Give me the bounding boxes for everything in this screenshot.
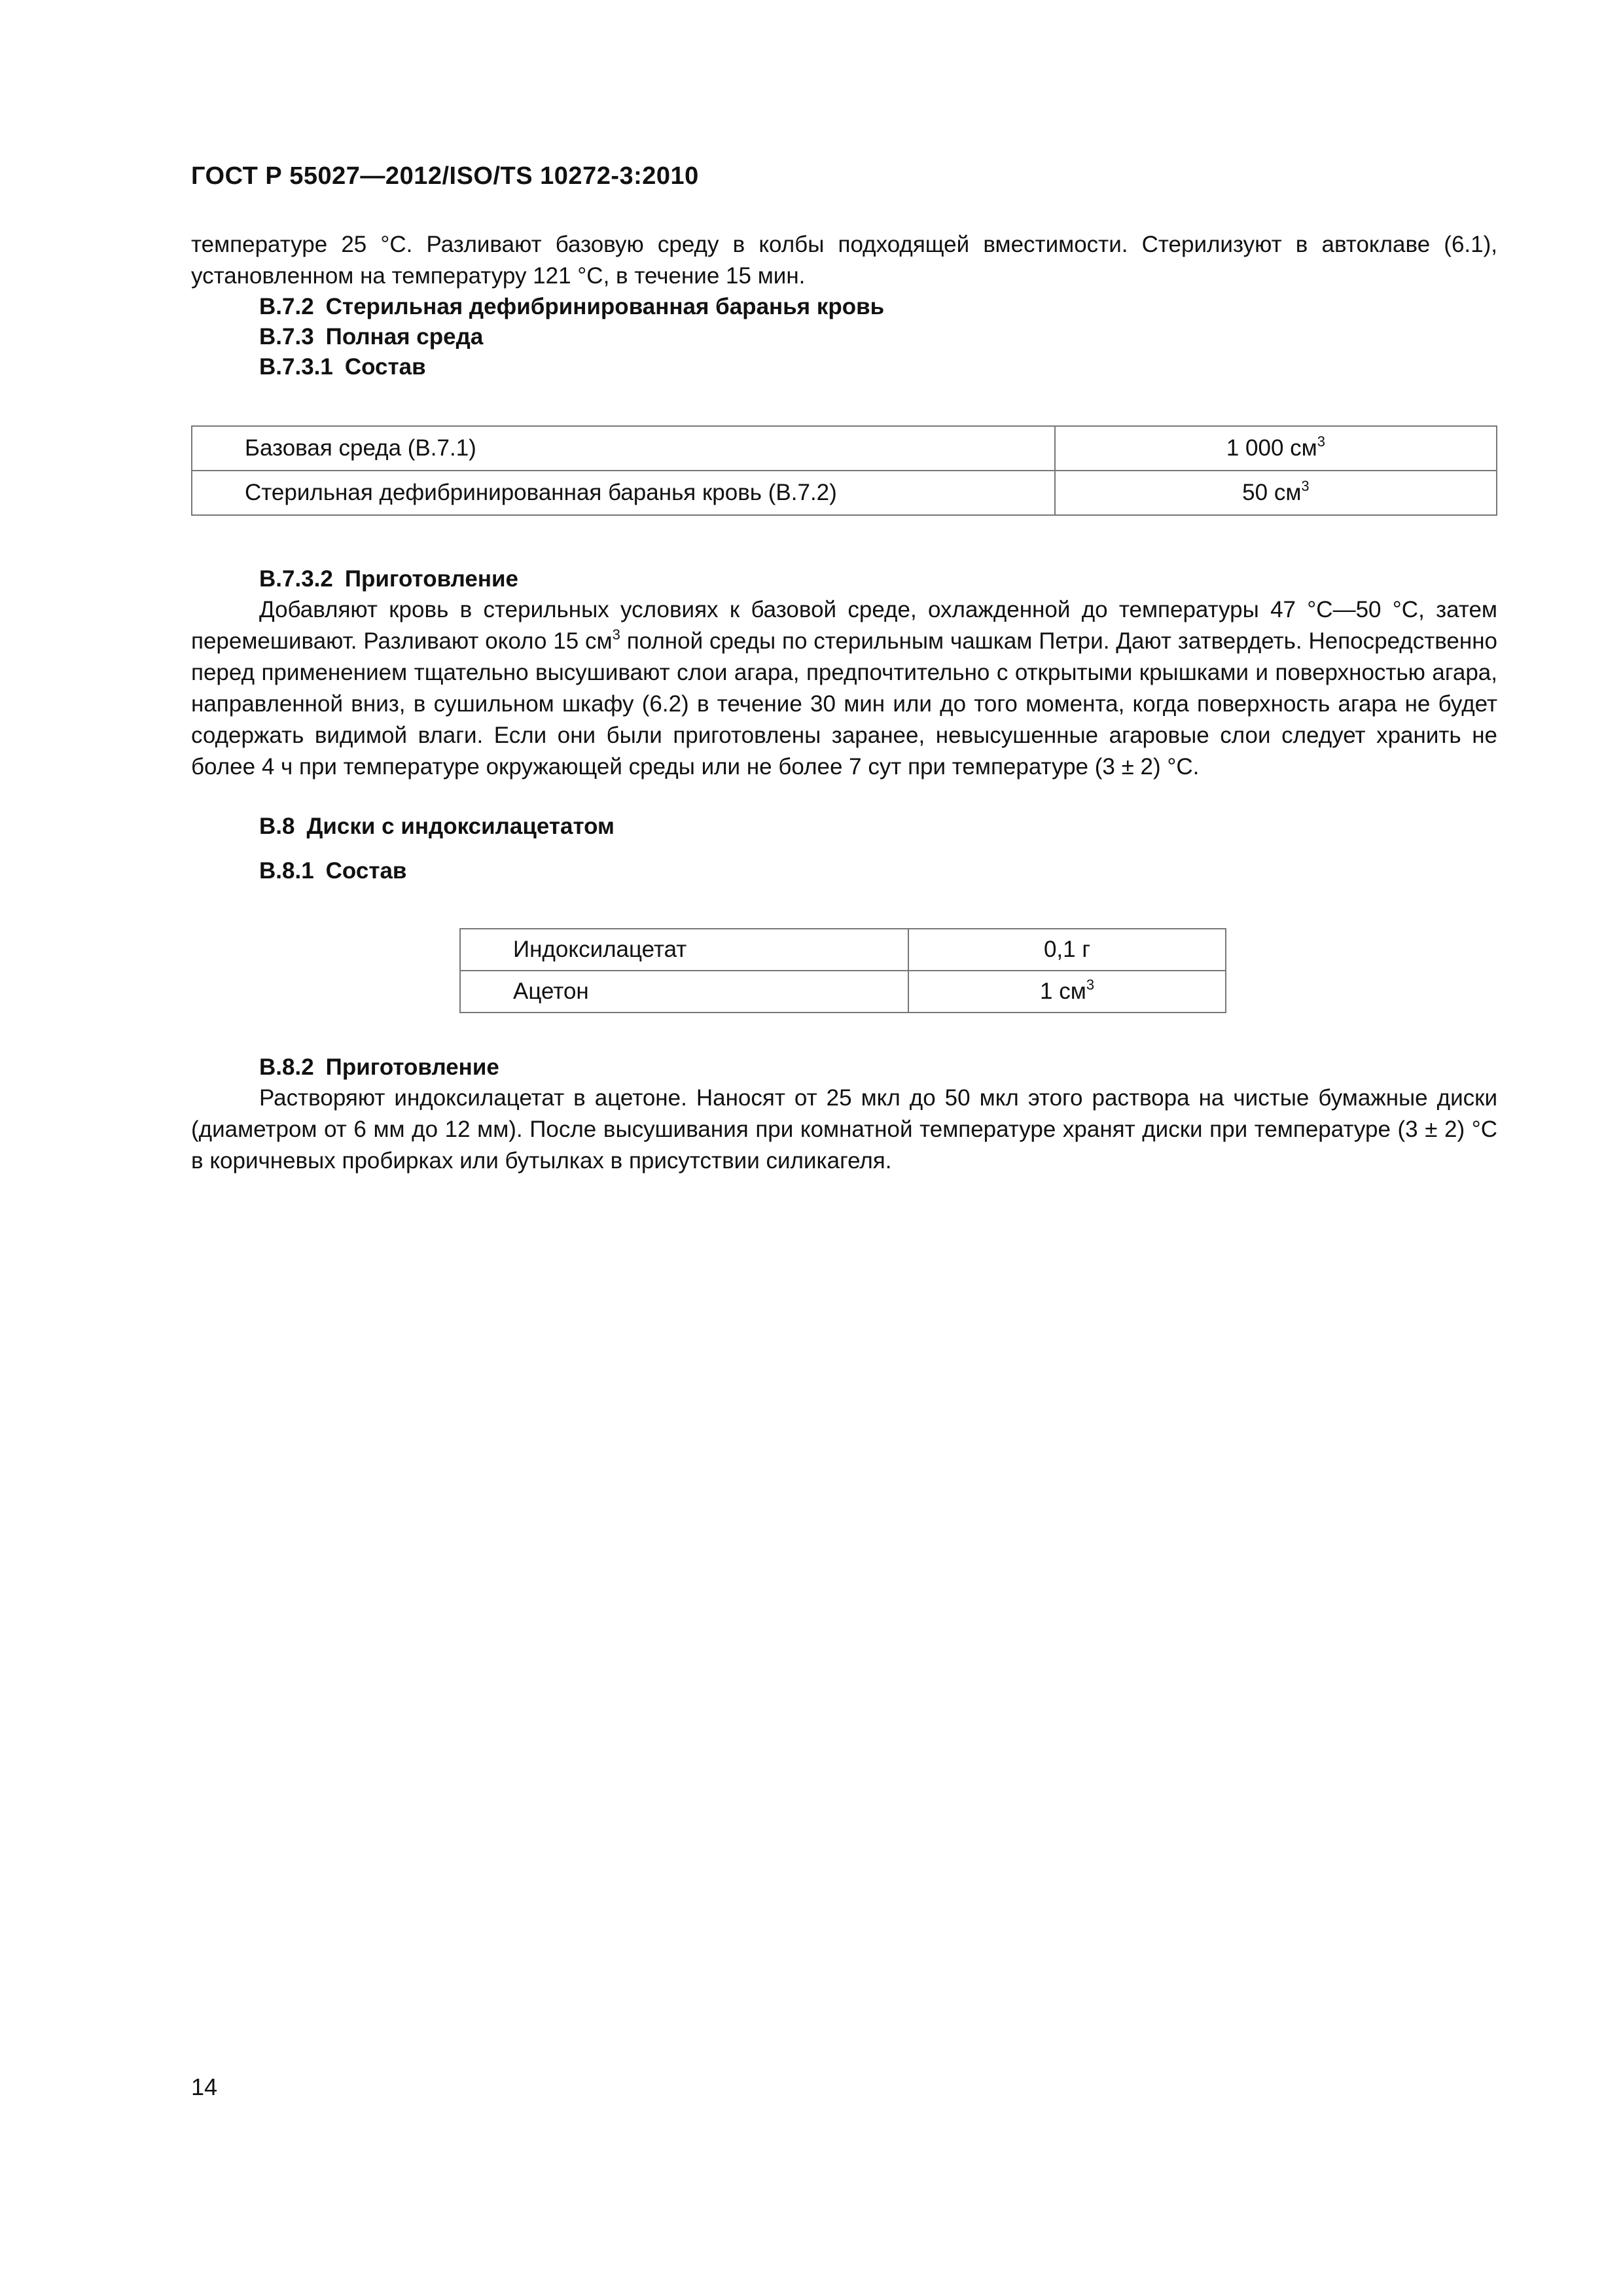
intro-paragraph	[191, 229, 1497, 382]
page-number: 14	[191, 2073, 218, 2100]
heading-title: Состав	[344, 354, 426, 380]
intro-line-1: температуре 25 °С. Разливают базовую среду в колбы подходящей вместимости. Стерилизуют в автоклаве (6.1),	[191, 232, 1497, 257]
section-b732	[191, 564, 1497, 783]
table-row	[460, 929, 1226, 971]
heading-b73	[191, 322, 1497, 352]
table-cell-value	[908, 929, 1226, 971]
table-row	[192, 471, 1497, 515]
heading-number: В.7.3	[259, 324, 314, 350]
unit-superscript: 3	[612, 626, 620, 643]
table-cell-name: Ацетон	[460, 971, 908, 1013]
document-header: ГОСТ Р 55027—2012/ISO/TS 10272-3:2010	[191, 162, 699, 190]
heading-b81	[191, 856, 1497, 886]
heading-number: В.7.3.2	[259, 566, 333, 592]
table-cell-value	[1055, 471, 1497, 515]
heading-title: Диски с индоксилацетатом	[306, 814, 615, 839]
preparation-paragraph-1	[191, 594, 1497, 783]
paragraph-text-part: Добавляют кровь в стерильных условиях к базовой среде, охлажденной до температуры 47 °С—50 °С, затем перемешивают. Разливают около 15 см	[191, 597, 1497, 654]
heading-title: Стерильная дефибринированная баранья кровь	[325, 294, 885, 319]
heading-number: В.8.2	[259, 1054, 314, 1080]
table-row	[192, 426, 1497, 471]
heading-title: Состав	[325, 858, 407, 884]
table-cell-name: Индоксилацетат	[460, 929, 908, 971]
table-cell-name: Стерильная дефибринированная баранья кровь (В.7.2)	[192, 471, 1055, 515]
unit-superscript: 3	[1317, 433, 1325, 450]
section-b8	[191, 812, 1497, 842]
section-b81	[191, 856, 1497, 886]
composition-table-1	[191, 425, 1497, 516]
unit-superscript: 3	[1301, 478, 1310, 494]
heading-number: В.7.2	[259, 294, 314, 319]
value-text: 0,1 г	[1043, 937, 1091, 962]
heading-b732	[191, 564, 1497, 594]
preparation-paragraph-2: Растворяют индоксилацетат в ацетоне. Наносят от 25 мкл до 50 мкл этого раствора на чистые бумажные диски (диаметром от 6 мм до 12 мм). После высушивания при комнатной температуре хранят диски при температуре (3 ± 2) °С в коричневых пробирках или бутылках в присутствии силикагеля.	[191, 1085, 1497, 1174]
heading-b731	[191, 352, 1497, 382]
heading-title: Полная среда	[325, 324, 484, 350]
table-cell-value	[1055, 426, 1497, 471]
value-text: 1 см	[1040, 978, 1086, 1004]
heading-number: В.7.3.1	[259, 354, 333, 380]
heading-b8	[191, 812, 1497, 842]
section-b82	[191, 1052, 1497, 1177]
value-text: 50 см	[1242, 480, 1302, 505]
heading-b72	[191, 292, 1497, 322]
table-row	[460, 971, 1226, 1013]
unit-superscript: 3	[1086, 977, 1095, 993]
value-text: 1 000 см	[1226, 435, 1317, 461]
heading-title: Приготовление	[325, 1054, 499, 1080]
composition-table-2	[459, 928, 1226, 1013]
heading-number: В.8	[259, 814, 295, 839]
intro-line-2: установленном на температуру 121 °С, в течение 15 мин.	[191, 263, 806, 289]
table-cell-name: Базовая среда (В.7.1)	[192, 426, 1055, 471]
table-cell-value	[908, 971, 1226, 1013]
heading-number: В.8.1	[259, 858, 314, 884]
heading-title: Приготовление	[344, 566, 519, 592]
heading-b82	[191, 1052, 1497, 1083]
paragraph-text-part: полной среды по стерильным чашкам Петри. Дают затвердеть. Непосредственно перед применением тщательно высушивают слои агара, предпочтительно с открытыми крышками и поверхностью агара, направленной вниз, в сушильном шкафу (6.2) в течение 30 мин или до того момента, когда поверхность агара не будет содержать видимой влаги. Если они были приготовлены заранее, невысушенные агаровые слои следует хранить не более 4 ч при температуре окружающей среды или не более 7 сут при температуре (3 ± 2) °С.	[191, 628, 1498, 780]
